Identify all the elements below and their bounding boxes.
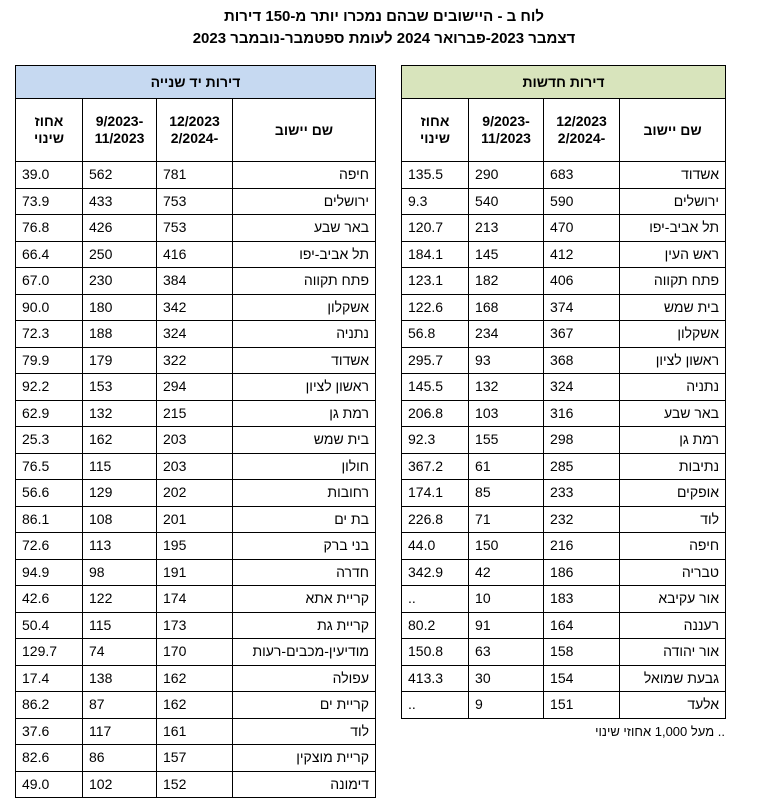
period-dec-feb-cell: 324 [157, 321, 233, 348]
percent-change-cell: 90.0 [16, 294, 83, 321]
column-header-period-dec-feb: 12/2023 2/2024- [544, 99, 620, 162]
locality-cell: באר שבע [620, 400, 726, 427]
period-sep-nov-cell: 93 [469, 347, 544, 374]
table-row [16, 215, 376, 242]
percent-change-cell: 413.3 [402, 665, 469, 692]
percent-change-cell: 62.9 [16, 400, 83, 427]
column-header-locality: שם יישוב [620, 99, 726, 162]
locality-cell: תל אביב-יפו [233, 241, 376, 268]
period-dec-feb-cell: 324 [544, 374, 620, 401]
period-dec-feb-cell: 316 [544, 400, 620, 427]
table-row [16, 665, 376, 692]
column-header-period-sep-nov: 9/2023- 11/2023 [83, 99, 157, 162]
percent-change-cell: 367.2 [402, 453, 469, 480]
period-sep-nov-cell: 98 [83, 559, 157, 586]
locality-cell: אשדוד [233, 347, 376, 374]
table-row [402, 586, 726, 613]
table-row [16, 321, 376, 348]
table-title: לוח ב - היישובים שבהם נמכרו יותר מ-150 דירות [224, 8, 544, 25]
locality-cell: קריית גת [233, 612, 376, 639]
period-sep-nov-cell: 129 [83, 480, 157, 507]
locality-cell: פתח תקווה [620, 268, 726, 295]
period-sep-nov-cell: 562 [83, 162, 157, 189]
period-dec-feb-cell: 368 [544, 347, 620, 374]
table-row [16, 241, 376, 268]
locality-cell: אשקלון [620, 321, 726, 348]
period-sep-nov-cell: 162 [83, 427, 157, 454]
percent-change-cell: 94.9 [16, 559, 83, 586]
period-dec-feb-cell: 191 [157, 559, 233, 586]
period-sep-nov-cell: 113 [83, 533, 157, 560]
period-dec-feb-cell: 183 [544, 586, 620, 613]
locality-cell: ראשון לציון [620, 347, 726, 374]
period-dec-feb-cell: 157 [157, 745, 233, 772]
period-dec-feb-cell: 174 [157, 586, 233, 613]
percent-change-cell: 206.8 [402, 400, 469, 427]
percent-change-cell: 76.8 [16, 215, 83, 242]
table-row [402, 347, 726, 374]
period-dec-feb-cell: 203 [157, 453, 233, 480]
locality-cell: פתח תקווה [233, 268, 376, 295]
locality-cell: רמת גן [620, 427, 726, 454]
percent-change-cell: 56.6 [16, 480, 83, 507]
locality-cell: לוד [233, 718, 376, 745]
period-dec-feb-cell: 285 [544, 453, 620, 480]
percent-change-cell: 226.8 [402, 506, 469, 533]
period-sep-nov-cell: 188 [83, 321, 157, 348]
period-sep-nov-cell: 63 [469, 639, 544, 666]
locality-cell: באר שבע [233, 215, 376, 242]
table-row [402, 612, 726, 639]
period-sep-nov-cell: 115 [83, 612, 157, 639]
percent-change-cell: 42.6 [16, 586, 83, 613]
percent-change-cell: 86.1 [16, 506, 83, 533]
period-sep-nov-cell: 102 [83, 771, 157, 798]
table-row [16, 294, 376, 321]
table-row [402, 559, 726, 586]
table-row [402, 453, 726, 480]
locality-cell: בית שמש [620, 294, 726, 321]
table-row [16, 400, 376, 427]
percent-change-cell: .. [402, 692, 469, 719]
period-sep-nov-cell: 182 [469, 268, 544, 295]
table-row [16, 771, 376, 798]
period-dec-feb-cell: 683 [544, 162, 620, 189]
percent-change-cell: 49.0 [16, 771, 83, 798]
percent-change-cell: 145.5 [402, 374, 469, 401]
percent-change-cell: 9.3 [402, 188, 469, 215]
table-row [402, 692, 726, 719]
table-row [16, 427, 376, 454]
percent-change-cell: 72.3 [16, 321, 83, 348]
period-dec-feb-cell: 412 [544, 241, 620, 268]
period-sep-nov-cell: 145 [469, 241, 544, 268]
period-sep-nov-cell: 74 [83, 639, 157, 666]
percent-change-cell: 37.6 [16, 718, 83, 745]
locality-cell: נתניה [620, 374, 726, 401]
period-dec-feb-cell: 154 [544, 665, 620, 692]
period-dec-feb-cell: 470 [544, 215, 620, 242]
locality-cell: טבריה [620, 559, 726, 586]
percent-change-cell: 184.1 [402, 241, 469, 268]
table-row [16, 188, 376, 215]
locality-cell: חיפה [620, 533, 726, 560]
locality-cell: רעננה [620, 612, 726, 639]
period-sep-nov-cell: 150 [469, 533, 544, 560]
period-sep-nov-cell: 30 [469, 665, 544, 692]
period-sep-nov-cell: 108 [83, 506, 157, 533]
percent-change-cell: 56.8 [402, 321, 469, 348]
table-row [16, 268, 376, 295]
locality-cell: אלעד [620, 692, 726, 719]
period-dec-feb-cell: 186 [544, 559, 620, 586]
period-dec-feb-cell: 374 [544, 294, 620, 321]
period-dec-feb-cell: 215 [157, 400, 233, 427]
period-dec-feb-cell: 170 [157, 639, 233, 666]
locality-cell: רחובות [233, 480, 376, 507]
table-subtitle: דצמבר 2023-פברואר 2024 לעומת ספטמבר-נובמבר 2023 [192, 30, 576, 47]
period-dec-feb-cell: 216 [544, 533, 620, 560]
period-dec-feb-cell: 203 [157, 427, 233, 454]
percent-change-cell: 44.0 [402, 533, 469, 560]
locality-cell: קריית ים [233, 692, 376, 719]
table-row [16, 480, 376, 507]
locality-cell: ירושלים [233, 188, 376, 215]
period-sep-nov-cell: 61 [469, 453, 544, 480]
period-dec-feb-cell: 781 [157, 162, 233, 189]
table-row [16, 162, 376, 189]
table-row [16, 745, 376, 772]
table-row [16, 586, 376, 613]
used-apartments-band: דירות יד שנייה [16, 66, 376, 99]
period-sep-nov-cell: 426 [83, 215, 157, 242]
period-dec-feb-cell: 416 [157, 241, 233, 268]
locality-cell: אור יהודה [620, 639, 726, 666]
period-sep-nov-cell: 86 [83, 745, 157, 772]
period-dec-feb-cell: 298 [544, 427, 620, 454]
period-sep-nov-cell: 91 [469, 612, 544, 639]
table-row [16, 639, 376, 666]
percent-change-cell: 123.1 [402, 268, 469, 295]
locality-cell: חיפה [233, 162, 376, 189]
percent-change-cell: 82.6 [16, 745, 83, 772]
period-dec-feb-cell: 233 [544, 480, 620, 507]
period-sep-nov-cell: 153 [83, 374, 157, 401]
locality-cell: בני ברק [233, 533, 376, 560]
table-row [16, 453, 376, 480]
table-row [16, 533, 376, 560]
new-apartments-table [401, 65, 726, 719]
period-dec-feb-cell: 294 [157, 374, 233, 401]
percent-change-cell: 39.0 [16, 162, 83, 189]
locality-cell: גבעת שמואל [620, 665, 726, 692]
locality-cell: אופקים [620, 480, 726, 507]
table-row [402, 533, 726, 560]
locality-cell: מודיעין-מכבים-רעות [233, 639, 376, 666]
period-dec-feb-cell: 195 [157, 533, 233, 560]
table-row [402, 374, 726, 401]
period-dec-feb-cell: 406 [544, 268, 620, 295]
percent-change-cell: 67.0 [16, 268, 83, 295]
table-row [16, 692, 376, 719]
period-sep-nov-cell: 10 [469, 586, 544, 613]
column-header-locality: שם יישוב [233, 99, 376, 162]
percent-change-cell: 150.8 [402, 639, 469, 666]
period-sep-nov-cell: 213 [469, 215, 544, 242]
percent-change-cell: 66.4 [16, 241, 83, 268]
period-sep-nov-cell: 85 [469, 480, 544, 507]
period-sep-nov-cell: 433 [83, 188, 157, 215]
period-dec-feb-cell: 384 [157, 268, 233, 295]
new-apartments-band: דירות חדשות [402, 66, 726, 99]
period-sep-nov-cell: 115 [83, 453, 157, 480]
locality-cell: תל אביב-יפו [620, 215, 726, 242]
table-row [402, 506, 726, 533]
locality-cell: ירושלים [620, 188, 726, 215]
locality-cell: חדרה [233, 559, 376, 586]
locality-cell: עפולה [233, 665, 376, 692]
table-row [402, 188, 726, 215]
percent-change-cell: 73.9 [16, 188, 83, 215]
percent-change-cell: 120.7 [402, 215, 469, 242]
period-sep-nov-cell: 117 [83, 718, 157, 745]
table-row [402, 162, 726, 189]
period-sep-nov-cell: 290 [469, 162, 544, 189]
table-row [16, 559, 376, 586]
period-dec-feb-cell: 158 [544, 639, 620, 666]
period-sep-nov-cell: 9 [469, 692, 544, 719]
table-row [402, 215, 726, 242]
locality-cell: נתניה [233, 321, 376, 348]
table-row [402, 427, 726, 454]
table-row [16, 718, 376, 745]
table-row [402, 321, 726, 348]
table-row [402, 268, 726, 295]
period-sep-nov-cell: 132 [83, 400, 157, 427]
period-dec-feb-cell: 151 [544, 692, 620, 719]
column-header-period-dec-feb: 12/2023 2/2024- [157, 99, 233, 162]
table-row [16, 374, 376, 401]
locality-cell: אשדוד [620, 162, 726, 189]
period-sep-nov-cell: 179 [83, 347, 157, 374]
percent-change-cell: 135.5 [402, 162, 469, 189]
locality-cell: דימונה [233, 771, 376, 798]
period-sep-nov-cell: 155 [469, 427, 544, 454]
period-sep-nov-cell: 250 [83, 241, 157, 268]
locality-cell: קריית אתא [233, 586, 376, 613]
period-dec-feb-cell: 173 [157, 612, 233, 639]
table-row [402, 480, 726, 507]
column-header-percent-change: אחוז שינוי [402, 99, 469, 162]
period-sep-nov-cell: 87 [83, 692, 157, 719]
locality-cell: רמת גן [233, 400, 376, 427]
table-row [16, 506, 376, 533]
table-row [402, 241, 726, 268]
locality-cell: אשקלון [233, 294, 376, 321]
percent-change-cell: 72.6 [16, 533, 83, 560]
period-sep-nov-cell: 180 [83, 294, 157, 321]
table-row [16, 347, 376, 374]
percent-change-cell: 50.4 [16, 612, 83, 639]
period-sep-nov-cell: 138 [83, 665, 157, 692]
percent-change-cell: 25.3 [16, 427, 83, 454]
period-dec-feb-cell: 753 [157, 215, 233, 242]
period-dec-feb-cell: 342 [157, 294, 233, 321]
period-dec-feb-cell: 161 [157, 718, 233, 745]
percent-change-cell: 86.2 [16, 692, 83, 719]
period-dec-feb-cell: 367 [544, 321, 620, 348]
period-dec-feb-cell: 162 [157, 665, 233, 692]
locality-cell: אור עקיבא [620, 586, 726, 613]
period-dec-feb-cell: 232 [544, 506, 620, 533]
locality-cell: בת ים [233, 506, 376, 533]
period-sep-nov-cell: 230 [83, 268, 157, 295]
column-header-percent-change: אחוז שינוי [16, 99, 83, 162]
period-dec-feb-cell: 201 [157, 506, 233, 533]
percent-change-cell: 92.3 [402, 427, 469, 454]
percent-change-cell: 76.5 [16, 453, 83, 480]
percent-change-cell: 122.6 [402, 294, 469, 321]
percent-change-cell: 295.7 [402, 347, 469, 374]
period-dec-feb-cell: 162 [157, 692, 233, 719]
footnote: .. מעל 1,000 אחוזי שינוי [595, 724, 725, 739]
locality-cell: ראשון לציון [233, 374, 376, 401]
table-row [402, 294, 726, 321]
locality-cell: ראש העין [620, 241, 726, 268]
percent-change-cell: 17.4 [16, 665, 83, 692]
locality-cell: נתיבות [620, 453, 726, 480]
used-apartments-table [15, 65, 376, 798]
period-dec-feb-cell: 202 [157, 480, 233, 507]
locality-cell: לוד [620, 506, 726, 533]
period-dec-feb-cell: 753 [157, 188, 233, 215]
period-sep-nov-cell: 42 [469, 559, 544, 586]
percent-change-cell: 92.2 [16, 374, 83, 401]
table-row [402, 400, 726, 427]
percent-change-cell: 342.9 [402, 559, 469, 586]
period-sep-nov-cell: 234 [469, 321, 544, 348]
period-sep-nov-cell: 122 [83, 586, 157, 613]
table-row [402, 639, 726, 666]
period-dec-feb-cell: 322 [157, 347, 233, 374]
percent-change-cell: 80.2 [402, 612, 469, 639]
period-sep-nov-cell: 103 [469, 400, 544, 427]
period-sep-nov-cell: 540 [469, 188, 544, 215]
percent-change-cell: 129.7 [16, 639, 83, 666]
locality-cell: חולון [233, 453, 376, 480]
period-sep-nov-cell: 132 [469, 374, 544, 401]
period-dec-feb-cell: 152 [157, 771, 233, 798]
period-dec-feb-cell: 590 [544, 188, 620, 215]
period-sep-nov-cell: 71 [469, 506, 544, 533]
table-row [402, 665, 726, 692]
table-row [16, 612, 376, 639]
locality-cell: בית שמש [233, 427, 376, 454]
period-dec-feb-cell: 164 [544, 612, 620, 639]
percent-change-cell: .. [402, 586, 469, 613]
locality-cell: קריית מוצקין [233, 745, 376, 772]
percent-change-cell: 79.9 [16, 347, 83, 374]
column-header-period-sep-nov: 9/2023- 11/2023 [469, 99, 544, 162]
period-sep-nov-cell: 168 [469, 294, 544, 321]
percent-change-cell: 174.1 [402, 480, 469, 507]
